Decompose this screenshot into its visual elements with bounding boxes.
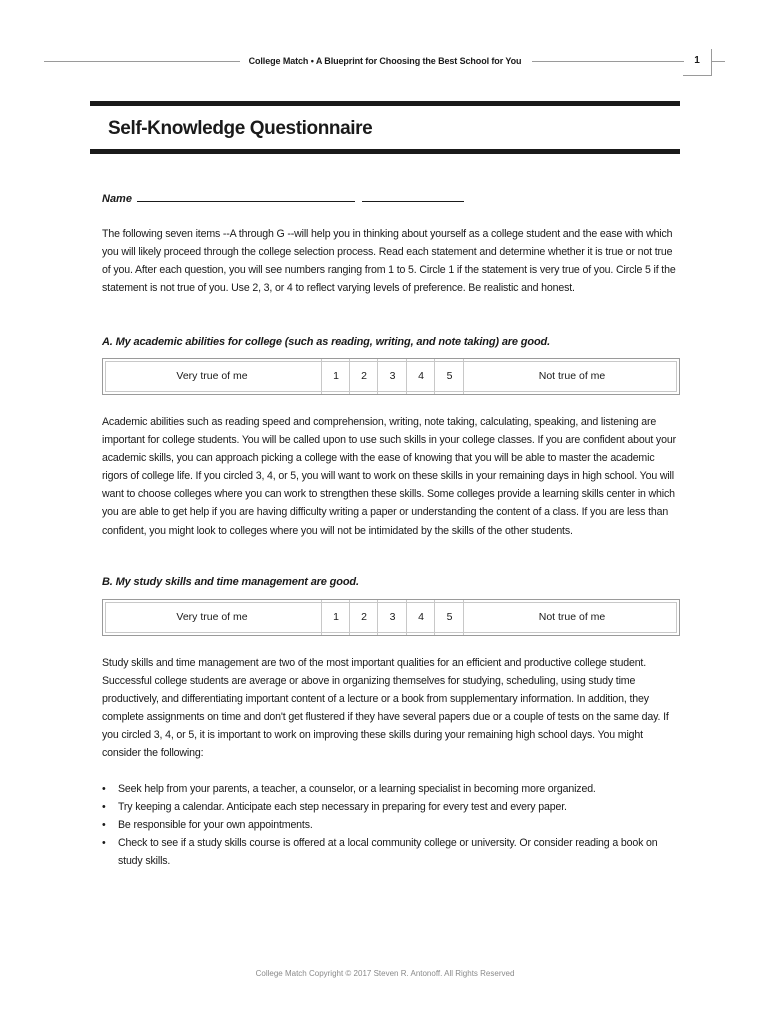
title-top-bar [90,101,680,106]
question-a: A. My academic abilities for college (such as reading, writing, and note taking) are good. [102,336,550,348]
copyright-footer: College Match Copyright © 2017 Steven R. Antonoff. All Rights Reserved [255,969,515,978]
bullet-icon: • [102,783,106,795]
rating-option-4[interactable]: 4 [406,359,435,394]
bullet-icon: • [102,837,106,850]
rating-scale-a [102,358,680,395]
list-item [102,816,682,834]
question-b: B. My study skills and time management are good. [102,576,359,588]
list-item-text: Be responsible for your own appointments. [118,819,313,832]
rating-option-1[interactable]: 1 [321,600,350,635]
page-number: 1 [683,49,712,76]
rating-option-3[interactable]: 3 [377,600,407,635]
scale-right-label: Not true of me [463,600,680,635]
bullet-icon: • [102,819,106,832]
running-header: College Match • A Blueprint for Choosing the Best School for You [0,56,770,66]
intro-paragraph: The following seven items --A through G --will help you in thinking about yourself as a college student and the ease with which you will likely proceed through the college selection process. Read each statement and determine whether it is true or not true of you. After each question, you will see numbers ranging from 1 to 5. Circle 1 if the statement is very true of you. Circle 5 if the statement is not true of you. Use 2, 3, or 4 to reflect varying levels of preference. Be realistic and honest. [102,228,676,295]
rating-scale-b [102,599,680,636]
list-item-text: Try keeping a calendar. Anticipate each step necessary in preparing for every test and every paper. [118,801,567,814]
rating-option-2[interactable]: 2 [349,359,378,394]
scale-left-label: Very true of me [176,370,248,382]
title-bottom-bar [90,149,680,154]
explanation-a: Academic abilities such as reading speed and comprehension, writing, note taking, calculating, speaking, and listening are important for college students. You will be called upon to use such skills in your college classes. If you are confident about your academic skills, you can approach picking a college with the ease of knowing that you will be able to master the academic rigors of college life. If you circled 3, 4, or 5, you will want to work on these skills in your remaining days in high school. You will want to choose colleges where you can work to strengthen these skills. Some colleges provide a learning skills center in which you are able to get help if you are having difficulty writing a paper or understanding the content of a class. If you are less than confident, you might look to colleges where you will not be intimidated by the skills of the other students. [102,416,676,537]
rating-option-3[interactable]: 3 [377,359,407,394]
rating-option-1[interactable]: 1 [321,359,350,394]
name-blank-line-2[interactable] [362,191,464,202]
list-item-text: Seek help from your parents, a teacher, a counselor, or a learning specialist in becoming more organized. [118,783,596,795]
list-item [102,798,682,816]
scale-right-label: Not true of me [463,359,680,394]
list-item [102,780,682,798]
suggestion-list [102,780,682,870]
name-label: Name [102,193,132,205]
explanation-b: Study skills and time management are two of the most important qualities for an efficient and productive college student. Successful college students are average or above in organizing themselves for studying, scheduling, using study time productively, and differentiating important content of a lecture or a book from supplementary information. In addition, they complete assignments on time and don't get flustered if they have several papers due or a couple of tests on the same day. If you circled 3, 4, or 5, it is important to work on improving these skills during your remaining high school days. You might consider the following: [102,657,669,760]
name-blank-line[interactable] [137,191,355,202]
rating-option-2[interactable]: 2 [349,600,378,635]
scale-left-label: Very true of me [176,611,248,623]
rating-option-4[interactable]: 4 [406,600,435,635]
list-item-text: Check to see if a study skills course is offered at a local community college or university. Or consider reading a book on study skills. [118,837,658,868]
rating-option-5[interactable]: 5 [434,600,464,635]
name-field[interactable] [102,191,464,205]
rating-option-5[interactable]: 5 [434,359,464,394]
page-title: Self-Knowledge Questionnaire [108,118,373,139]
list-item [102,834,682,870]
bullet-icon: • [102,801,106,814]
